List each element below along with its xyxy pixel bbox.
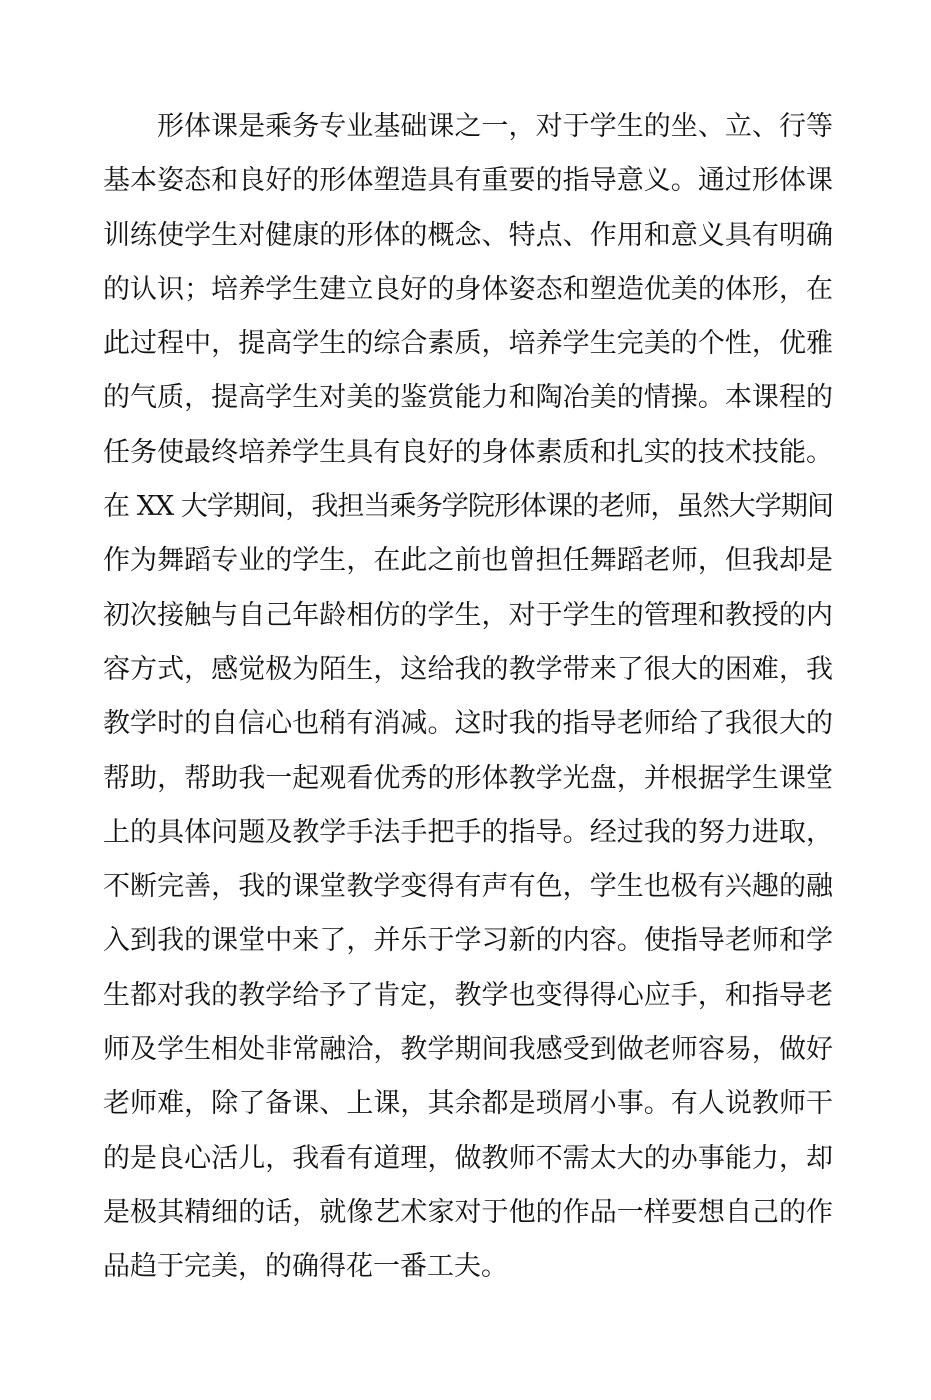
text-line-6: 的气质，提高学生对美的鉴赏能力和陶冶美的情操。本课程的 <box>103 382 833 414</box>
text-line-4: 的认识；培养学生建立良好的身体姿态和塑造优美的体形，在 <box>103 273 833 305</box>
text-line-16: 入到我的课堂中来了，并乐于学习新的内容。使指导老师和学 <box>103 925 833 957</box>
text-line-22: 品趋于完美，的确得花一番工夫。 <box>103 1251 508 1283</box>
text-line-3: 训练使学生对健康的形体的概念、特点、作用和意义具有明确 <box>103 219 833 251</box>
text-line-18: 师及学生相处非常融洽，教学期间我感受到做老师容易，做好 <box>103 1034 833 1066</box>
text-line-2: 基本姿态和良好的形体塑造具有重要的指导意义。通过形体课 <box>103 165 833 197</box>
text-line-19: 老师难，除了备课、上课，其余都是琐屑小事。有人说教师干 <box>103 1088 833 1120</box>
text-line-5: 此过程中，提高学生的综合素质，培养学生完美的个性，优雅 <box>103 328 833 360</box>
text-line-15: 不断完善，我的课堂教学变得有声有色，学生也极有兴趣的融 <box>103 871 833 903</box>
text-line-21: 是极其精细的话，就像艺术家对于他的作品一样要想自己的作 <box>103 1196 833 1228</box>
text-line-20: 的是良心活儿，我看有道理，做教师不需太大的办事能力，却 <box>103 1142 833 1174</box>
text-line-13: 帮助，帮助我一起观看优秀的形体教学光盘，并根据学生课堂 <box>103 762 833 794</box>
text-line-1: 形体课是乘务专业基础课之一，对于学生的坐、立、行等 <box>157 111 833 142</box>
text-line-9: 作为舞蹈专业的学生，在此之前也曾担任舞蹈老师，但我却是 <box>103 545 833 577</box>
text-line-17: 生都对我的教学给予了肯定，教学也变得得心应手，和指导老 <box>103 979 833 1011</box>
text-line-12: 教学时的自信心也稍有消减。这时我的指导老师给了我很大的 <box>103 708 833 740</box>
text-line-8: 在 XX 大学期间，我担当乘务学院形体课的老师，虽然大学期间 <box>103 491 833 523</box>
body-paragraph <box>103 100 833 1295</box>
text-line-11: 容方式，感觉极为陌生，这给我的教学带来了很大的困难，我 <box>103 653 833 685</box>
text-line-7: 任务使最终培养学生具有良好的身体素质和扎实的技术技能。 <box>103 436 833 468</box>
text-line-10: 初次接触与自己年龄相仿的学生，对于学生的管理和教授的内 <box>103 599 833 631</box>
text-line-14: 上的具体问题及教学手法手把手的指导。经过我的努力进取， <box>103 816 833 848</box>
